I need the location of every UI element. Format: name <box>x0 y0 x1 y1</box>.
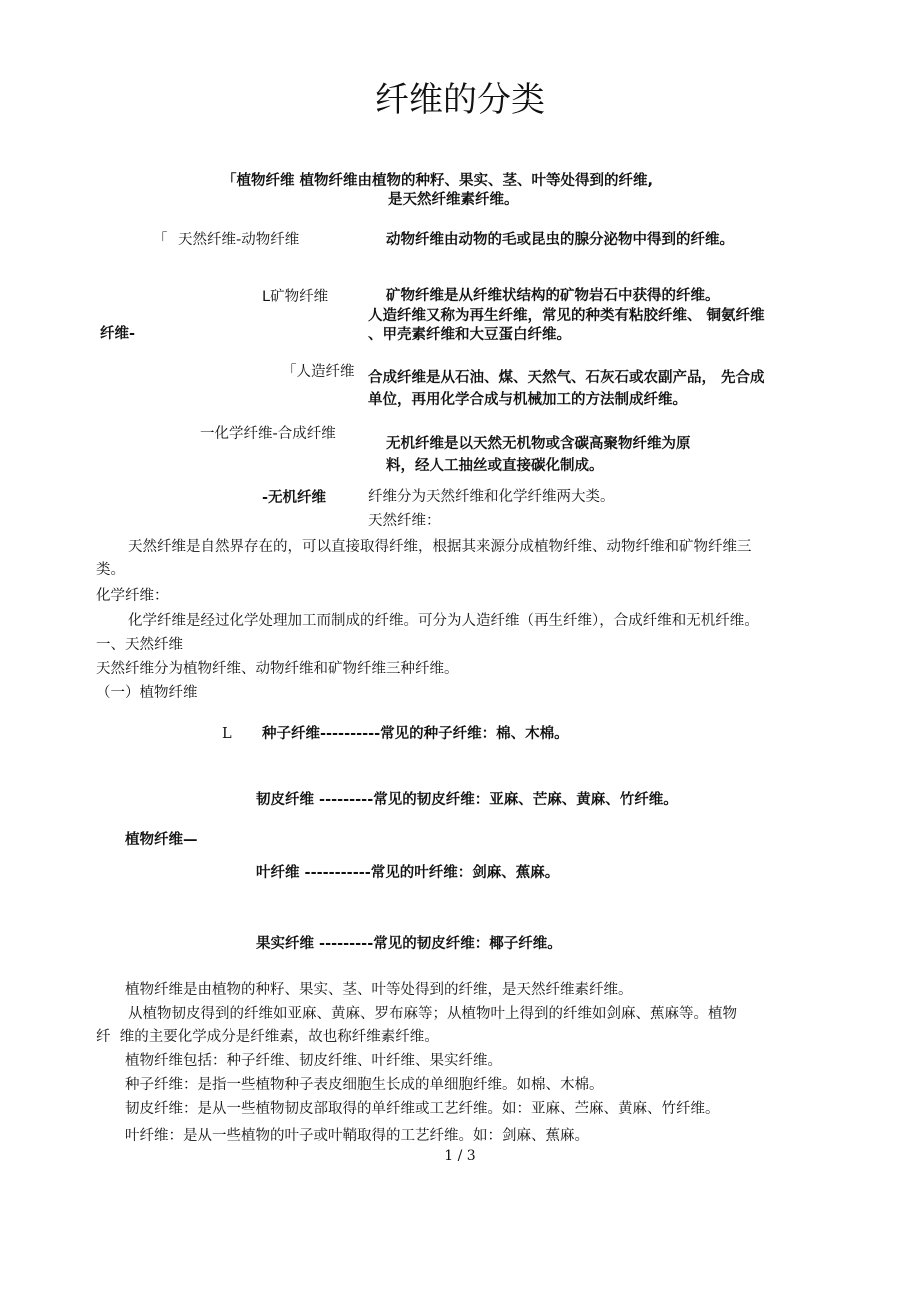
plant-diagram-fruit: 果实纤维 ---------常见的韧皮纤维：椰子纤维。 <box>256 936 562 952</box>
body-paragraph: 天然纤维： <box>368 513 441 529</box>
diagram-natural-animal: 天然纤维-动物纤维 <box>178 232 300 248</box>
diagram-manmade-desc-2: 、甲壳素纤维和大豆蛋白纤维。 <box>368 327 571 343</box>
plant-diagram-bracket: L <box>222 726 232 742</box>
body-paragraph: 天然纤维分为植物纤维、动物纤维和矿物纤维三种纤维。 <box>96 661 459 677</box>
body-paragraph: 植物纤维是由植物的种籽、果实、茎、叶等处得到的纤维，是天然纤维素纤维。 <box>125 982 633 998</box>
body-paragraph: 纤 维的主要化学成分是纤维素，故也称纤维素纤维。 <box>96 1029 439 1045</box>
body-paragraph: 从植物韧皮得到的纤维如亚麻、黄麻、罗布麻等；从植物叶上得到的纤维如剑麻、蕉麻等。植物 <box>128 1006 737 1022</box>
plant-diagram-leaf: 叶纤维 -----------常见的叶纤维：剑麻、蕉麻。 <box>256 865 560 881</box>
diagram-inorganic: -无机纤维 <box>262 490 327 506</box>
diagram-plant-row: 「植物纤维 植物纤维由植物的种籽、果实、茎、叶等处得到的纤维, <box>222 173 654 189</box>
body-paragraph: 叶纤维：是从一些植物的叶子或叶鞘取得的工艺纤维。如：剑麻、蕉麻。 <box>125 1128 589 1144</box>
body-paragraph: 韧皮纤维：是从一些植物韧皮部取得的单纤维或工艺纤维。如：亚麻、苎麻、黄麻、竹纤维。 <box>125 1101 720 1117</box>
diagram-root: 纤维- <box>100 326 136 342</box>
body-paragraph: 天然纤维是自然界存在的，可以直接取得纤维，根据其来源分成植物纤维、动物纤维和矿物纤维三 <box>128 539 752 555</box>
body-paragraph: 化学纤维是经过化学处理加工而制成的纤维。可分为人造纤维（再生纤维），合成纤维和无机纤维。 <box>128 613 759 629</box>
diagram-mineral: L矿物纤维 <box>262 289 329 305</box>
body-paragraph: 植物纤维包括：种子纤维、韧皮纤维、叶纤维、果实纤维。 <box>125 1053 502 1069</box>
diagram-synthetic-desc-2: 单位，再用化学合成与机械加工的方法制成纤维。 <box>368 392 687 408</box>
diagram-manmade-desc-1: 人造纤维又称为再生纤维，常见的种类有粘胶纤维、 铜氨纤维 <box>368 308 765 324</box>
diagram-mineral-desc: 矿物纤维是从纤维状结构的矿物岩石中获得的纤维。 <box>386 288 720 304</box>
body-paragraph: 化学纤维： <box>96 588 169 604</box>
diagram-animal-desc: 动物纤维由动物的毛或昆虫的腺分泌物中得到的纤维。 <box>386 232 734 248</box>
body-paragraph: 种子纤维：是指一些植物种子表皮细胞生长成的单细胞纤维。如棉、木棉。 <box>125 1077 604 1093</box>
diagram-chemical-synthetic: 一化学纤维-合成纤维 <box>200 426 336 442</box>
section-heading: （一）植物纤维 <box>96 685 198 701</box>
diagram-inorganic-desc-1: 无机纤维是以天然无机物或含碳高聚物纤维为原 <box>386 436 691 452</box>
diagram-inorganic-desc-2: 料，经人工抽丝或直接碳化制成。 <box>386 458 604 474</box>
diagram-plant-row-cont: 是天然纤维素纤维。 <box>388 192 519 208</box>
section-heading: 一、天然纤维 <box>96 637 183 653</box>
page-number: 1 / 3 <box>444 1148 476 1164</box>
page-title: 纤维的分类 <box>375 80 545 120</box>
body-paragraph: 纤维分为天然纤维和化学纤维两大类。 <box>368 489 615 505</box>
diagram-bracket: 「 <box>153 232 168 248</box>
plant-diagram-bast: 韧皮纤维 ---------常见的韧皮纤维：亚麻、芒麻、黄麻、竹纤维。 <box>256 792 678 808</box>
body-paragraph: 类。 <box>96 562 125 578</box>
diagram-manmade: 「人造纤维 <box>282 364 355 380</box>
plant-diagram-root: 植物纤维— <box>125 832 198 848</box>
plant-diagram-seed: 种子纤维----------常见的种子纤维：棉、木棉。 <box>262 726 569 742</box>
diagram-synthetic-desc-1: 合成纤维是从石油、煤、天然气、石灰石或农副产品， 先合成 <box>368 370 765 386</box>
